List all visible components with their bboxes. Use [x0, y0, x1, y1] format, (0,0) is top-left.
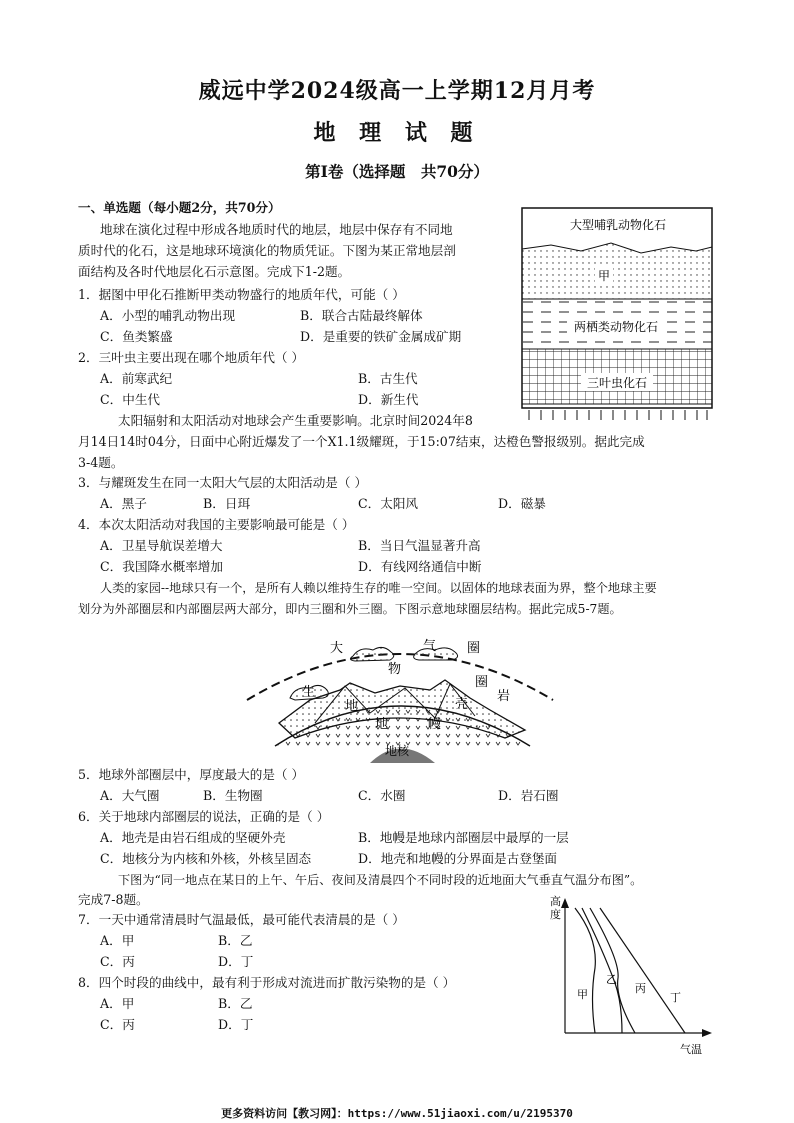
- temp-ylabel-1: 高: [550, 895, 561, 908]
- temp-xlabel: 气温: [680, 1043, 702, 1056]
- part-title: 第I卷（选择题 共70分）: [305, 162, 489, 181]
- q8-option-a[interactable]: A．甲: [100, 996, 135, 1011]
- intro3-line1: 人类的家园--地球只有一个，是所有人赖以维持生存的唯一空间。以固体的地球表面为界，整个地球主要: [100, 581, 657, 595]
- subject-title: 地 理 试 题: [313, 120, 481, 146]
- intro2-line3: 3-4题。: [78, 455, 124, 470]
- strata-label-bottom: 三叶虫化石: [586, 376, 648, 390]
- q1-option-b[interactable]: B．联合古陆最终解体: [300, 308, 423, 323]
- label-qi: 气: [423, 639, 437, 654]
- intro1-line3: 面结构及各时代地层化石示意图。完成下1-2题。: [78, 264, 351, 279]
- q4-option-d[interactable]: D．有线网络通信中断: [358, 559, 482, 574]
- q7-option-b[interactable]: B．乙: [218, 933, 253, 948]
- label-da: 大: [330, 641, 344, 656]
- q5-option-b[interactable]: B．生物圈: [203, 788, 263, 803]
- intro1-line2: 质时代的化石，这是地球环境演化的物质凭证。下图为某正常地层剖: [78, 243, 456, 258]
- label-quan: 圈: [467, 641, 481, 656]
- q3-stem: 3．与耀斑发生在同一太阳大气层的太阳活动是（ ）: [78, 475, 368, 490]
- label-ke: 壳: [455, 697, 469, 712]
- q7-option-a[interactable]: A．甲: [100, 933, 135, 948]
- q2-option-b[interactable]: B．古生代: [358, 371, 418, 386]
- intro2-line2: 月14日14时04分，日面中心附近爆发了一个X1.1级耀斑，于15:07结束，达橙色警报级别。据此完成: [78, 434, 645, 449]
- q6-option-d[interactable]: D．地壳和地幔的分界面是古登堡面: [358, 851, 558, 866]
- label-quan2: 圈: [475, 675, 489, 690]
- intro4-line1: 下图为“同一地点在某日的上午、午后、夜间及清晨四个不同时段的近地面大气垂直气温分布图”。: [118, 873, 643, 887]
- q2-option-d[interactable]: D．新生代: [358, 392, 419, 407]
- q3-option-a[interactable]: A．黑子: [100, 496, 147, 511]
- strata-label-top: 大型哺乳动物化石: [569, 218, 667, 232]
- q1-option-c[interactable]: C．鱼类繁盛: [100, 329, 173, 344]
- label-di: 地: [345, 699, 359, 714]
- q6-option-a[interactable]: A．地壳是由岩石组成的坚硬外壳: [100, 830, 286, 845]
- q7-option-d[interactable]: D．丁: [218, 954, 254, 969]
- q6-option-c[interactable]: C．地核分为内核和外核，外核呈固态: [100, 851, 312, 866]
- curve-jia-label: 甲: [577, 988, 588, 1001]
- strata-label-mid: 两栖类动物化石: [573, 320, 659, 334]
- q1-stem: 1．据图中甲化石推断甲类动物盛行的地质年代，可能（ ）: [78, 287, 405, 302]
- q8-option-d[interactable]: D．丁: [218, 1017, 254, 1032]
- curve-yi-label: 乙: [606, 973, 617, 986]
- q2-option-c[interactable]: C．中生代: [100, 392, 161, 407]
- intro2-line1: 太阳辐射和太阳活动对地球会产生重要影响。北京时间2024年8: [118, 413, 473, 428]
- label-sheng: 生: [302, 685, 316, 700]
- q5-option-d[interactable]: D．岩石圈: [498, 788, 559, 803]
- intro4-line2: 完成7-8题。: [78, 892, 149, 907]
- temperature-profile-chart: [540, 888, 715, 1058]
- q7-option-c[interactable]: C．丙: [100, 954, 135, 969]
- q1-option-a[interactable]: A．小型的哺乳动物出现: [100, 308, 236, 323]
- q5-option-c[interactable]: C．水圈: [358, 788, 406, 803]
- q3-option-c[interactable]: C．太阳风: [358, 496, 419, 511]
- q8-option-b[interactable]: B．乙: [218, 996, 253, 1011]
- q6-stem: 6．关于地球内部圈层的说法，正确的是（ ）: [78, 809, 330, 824]
- strata-label-jia: 甲: [597, 269, 611, 283]
- label-core: 地核: [385, 744, 410, 758]
- q8-option-c[interactable]: C．丙: [100, 1017, 135, 1032]
- exam-title: 威远中学2024级高一上学期12月月考: [198, 78, 596, 104]
- q5-option-a[interactable]: A．大气圈: [100, 788, 160, 803]
- q7-stem: 7．一天中通常清晨时气温最低，最可能代表清晨的是（ ）: [78, 912, 405, 927]
- q4-option-b[interactable]: B．当日气温显著升高: [358, 538, 481, 553]
- curve-ding-label: 丁: [670, 991, 681, 1004]
- strata-diagram: [521, 207, 714, 425]
- q1-option-d[interactable]: D．是重要的铁矿金属成矿期: [300, 329, 462, 344]
- intro3-line2: 划分为外部圈层和内部圈层两大部分，即内三圈和外三圈。下图示意地球圈层结构。据此完成5-7题。: [78, 602, 622, 616]
- earth-sphere-diagram: [235, 628, 565, 763]
- temp-ylabel-2: 度: [550, 908, 561, 921]
- label-wu: 物: [388, 662, 402, 677]
- q4-stem: 4．本次太阳活动对我国的主要影响最可能是（ ）: [78, 517, 355, 532]
- footer-link[interactable]: 更多资料访问【教习网】：https://www.51jiaoxi.com/u/2195370: [221, 1107, 573, 1120]
- q4-option-c[interactable]: C．我国降水概率增加: [100, 559, 223, 574]
- label-yan: 岩: [497, 689, 511, 704]
- q4-option-a[interactable]: A．卫星导航误差增大: [100, 538, 223, 553]
- q5-stem: 5．地球外部圈层中，厚度最大的是（ ）: [78, 767, 305, 782]
- curve-bing-label: 丙: [635, 982, 646, 995]
- intro1-line1: 地球在演化过程中形成各地质时代的地层，地层中保存有不同地: [100, 222, 453, 237]
- q8-stem: 8．四个时段的曲线中，最有利于形成对流进而扩散污染物的是（ ）: [78, 975, 456, 990]
- label-man: 幔: [428, 717, 442, 732]
- section-heading: 一、单选题（每小题2分，共70分）: [78, 200, 281, 215]
- label-di2: 地: [375, 717, 389, 732]
- q6-option-b[interactable]: B．地幔是地球内部圈层中最厚的一层: [358, 830, 569, 845]
- q3-option-b[interactable]: B．日珥: [203, 496, 251, 511]
- q2-stem: 2．三叶虫主要出现在哪个地质年代（ ）: [78, 350, 305, 365]
- q2-option-a[interactable]: A．前寒武纪: [100, 371, 173, 386]
- q3-option-d[interactable]: D．磁暴: [498, 496, 546, 511]
